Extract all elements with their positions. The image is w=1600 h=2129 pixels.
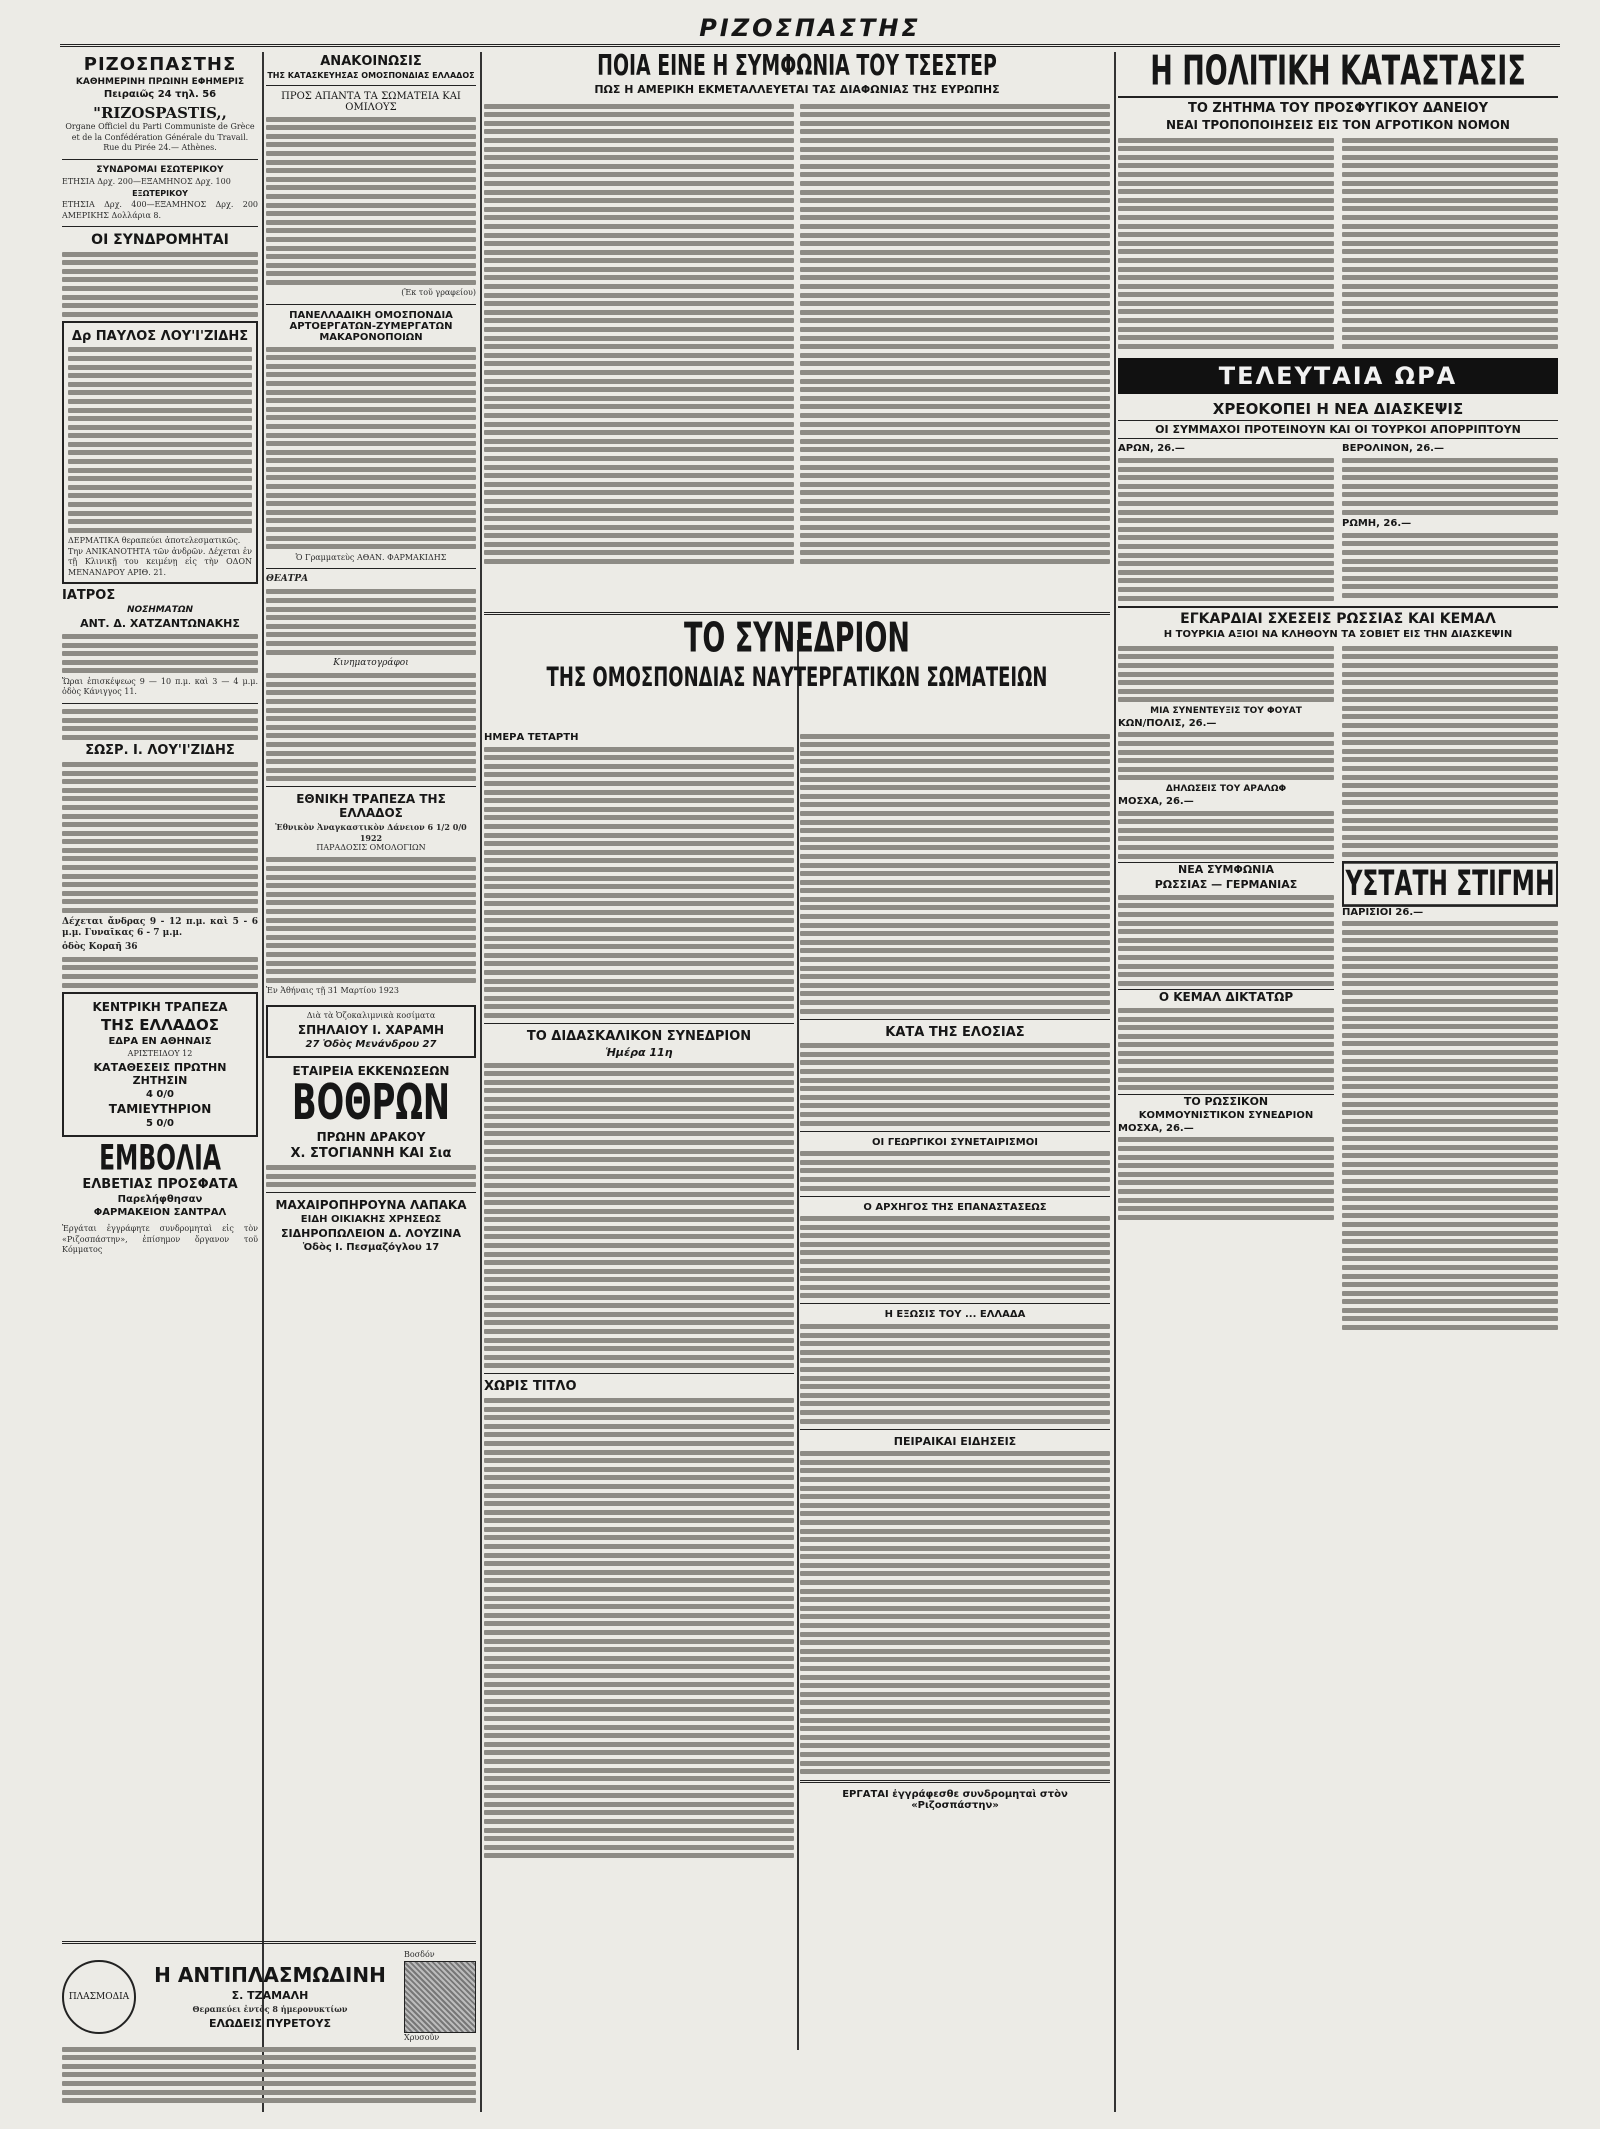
loan-line: Ἐθνικὸν Ἀναγκαστικὸν Δάνειον 6 1/2 0/0 1922 [275, 822, 467, 843]
body-text [800, 734, 1110, 1014]
teachers-heading: ΤΟ ΔΙΔΑΣΚΑΛΙΚΟΝ ΣΥΝΕΔΡΙΟΝ [526, 1029, 752, 1044]
body-text [800, 1151, 1110, 1190]
divider [800, 1780, 1110, 1783]
fouad-heading: ΜΙΑ ΣΥΝΕΝΤΕΥΞΙΣ ΤΟΥ ΦΟΥΑΤ [1150, 705, 1302, 716]
last-hour-banner: ΤΕΛΕΥΤΑΙΑ ΩΡΑ [1118, 358, 1558, 394]
body-text [484, 747, 794, 1018]
araloff-heading: ΔΗΛΩΣΕΙΣ ΤΟΥ ΑΡΑΛΩΦ [1165, 784, 1287, 795]
wine-ad [266, 1005, 476, 1059]
dateline: ΠΑΡΙΣΙΟΙ 26.— [1342, 906, 1424, 918]
wine-ad-address: 27 Ὁδὸς Μενάνδρου 27 [305, 1039, 437, 1051]
right-column [1118, 52, 1558, 2122]
body-text [484, 1398, 794, 1858]
cinemas-heading: Κινηματογράφοι [333, 658, 409, 669]
exodus-heading: Η ΕΞΩΣΙΣ ΤΟΥ ... ΕΛΛΑΔΑ [884, 1309, 1026, 1321]
body-text [1342, 646, 1558, 857]
body-text [68, 347, 252, 532]
kemal-dictator-heading: Ο ΚΕΜΑΛ ΔΙΚΤΑΤΩΡ [1118, 989, 1334, 1004]
body-text [62, 2047, 476, 2104]
divider [484, 1373, 794, 1374]
dateline: ΜΟΣΧΑ, 26.— [1118, 796, 1194, 808]
paper-title: ΡΙΖΟΣΠΑΣΤΗΣ [83, 54, 237, 75]
divider [62, 703, 258, 704]
cleaning-owner: Χ. ΣΤΟΓΙΑΝΝΗ ΚΑΙ Σια [290, 1146, 452, 1162]
doctor-ad-1-address: Την ΑΝΙΚΑΝΟΤΗΤΑ τῶν ἀνδρῶν. Δέχεται ἐν τῇ Κλινικῇ του κειμένῃ εἰς τὴν ΟΔΟΝ ΜΕΝΑΝΔΡΟΥ ΑΡΙΘ. 21. [68, 546, 252, 577]
medal-caption-2: Χρυσοῦν [404, 2032, 440, 2042]
body-text [62, 762, 258, 913]
subscriptions-abroad-heading: ΕΞΩΤΕΡΙΚΟΥ [132, 189, 188, 198]
body-text [266, 673, 476, 781]
body-text [62, 957, 258, 988]
body-text [1118, 1008, 1334, 1090]
revolution-leader-heading: Ο ΑΡΧΗΓΟΣ ΤΗΣ ΕΠΑΝΑΣΤΑΣΕΩΣ [863, 1201, 1047, 1213]
untitled-heading: ΧΩΡΙΣ ΤΙΤΛΟ [484, 1379, 577, 1395]
body-text [266, 857, 476, 982]
russian-congress-heading: ΤΟ ΡΩΣΣΙΚΟΝ [1118, 1094, 1334, 1108]
latin-title: "RIZOSPASTIS,, [93, 104, 227, 122]
russian-congress-sub: ΚΟΜΜΟΥΝΙΣΤΙΚΟΝ ΣΥΝΕΔΡΙΟΝ [1138, 1109, 1314, 1121]
latin-subtitle: Organe Officiel du Parti Communiste de Grèce et de la Confédération Générale du Travail. [65, 122, 255, 142]
elosia-heading: ΚΑΤΑ ΤΗΣ ΕΛΟΣΙΑΣ [885, 1024, 1025, 1040]
column-1 [62, 52, 258, 2122]
body-text [800, 104, 1110, 564]
bank-ad-line: 5 0/0 [145, 1118, 174, 1129]
body-text [1118, 646, 1334, 703]
body-text [1118, 811, 1334, 859]
antiplasmodine-claim2: ΕΛΩΔΕΙΣ ΠΥΡΕΤΟΥΣ [209, 2016, 331, 2030]
antiplasmodine-claim: Θεραπεύει ἐντὸς 8 ἡμερονυκτίων [192, 2004, 348, 2015]
new-pact-sub: ΡΩΣΣΙΑΣ — ΓΕΡΜΑΝΙΑΣ [1154, 878, 1298, 892]
wine-ad-line: Διὰ τὰ Ὀζοκαλιμνικὰ κοσίματα [306, 1010, 436, 1020]
doctor-ad-3-address: ὁδὸς Κοραῆ 36 [62, 941, 138, 952]
lead-subheadline: ΠΩΣ Η ΑΜΕΡΙΚΗ ΕΚΜΕΤΑΛΛΕΥΕΤΑΙ ΤΑΣ ΔΙΑΦΩΝΙΑΣ ΤΗΣ ΕΥΡΩΠΗΣ [594, 83, 1000, 96]
body-text [1118, 732, 1334, 780]
doctor-ad-2-sub: ΝΟΣΗΜΑΤΩΝ [126, 605, 194, 616]
medal-caption-1: Βοσδόν [404, 1950, 435, 1959]
cleaning-company: ΕΤΑΙΡΕΙΑ ΕΚΚΕΝΩΣΕΩΝ [292, 1064, 450, 1079]
divider [800, 1429, 1110, 1430]
body-text [1342, 921, 1558, 1330]
dateline: ΡΩΜΗ, 26.— [1342, 518, 1412, 530]
bank-ad-line: ΕΔΡΑ ΕΝ ΑΘΗΝΑΙΣ [108, 1035, 212, 1047]
subscribers-heading: ΟΙ ΣΥΝΔΡΟΜΗΤΑΙ [91, 232, 229, 248]
medal-image [404, 1961, 476, 2033]
bank-ad-line: ΚΕΝΤΡΙΚΗ ΤΡΑΠΕΖΑ [92, 999, 228, 1014]
bank-ad [62, 992, 258, 1138]
dateline: ΒΕΡΟΛΙΝΟΝ, 26.— [1342, 443, 1444, 455]
congress-title: ΤΟ ΣΥΝΕΔΡΙΟΝ [684, 614, 910, 663]
workers-note: Ἐργάται ἐγγράφητε συνδρομηταὶ εἰς τὸν «Ριζοσπάστην», ἐπίσημον ὄργανον τοῦ Κόμματος [62, 1224, 258, 1254]
paper-subtitle: ΚΑΘΗΜΕΡΙΝΗ ΠΡΩΙΝΗ ΕΦΗΜΕΡΙΣ [75, 77, 245, 87]
divider [800, 1303, 1110, 1304]
seal-icon: ΠΛΑΣΜΟΔΙΑ [62, 1960, 136, 2034]
divider [62, 159, 258, 160]
body-text [1342, 533, 1558, 598]
knives-ad-title: ΜΑΧΑΙΡΟΠΗΡΟΥΝΑ ΛΑΠΑΚΑ [275, 1198, 467, 1213]
divider [800, 1131, 1110, 1132]
theatres-heading: ΘΕΑΤΡΑ [266, 574, 309, 585]
body-text [62, 252, 258, 317]
russia-kemal-headline: ΕΓΚΑΡΔΙΑΙ ΣΧΕΣΕΙΣ ΡΩΣΣΙΑΣ ΚΑΙ ΚΕΜΑΛ [1118, 606, 1558, 627]
new-pact-heading: ΝΕΑ ΣΥΜΦΩΝΙΑ [1118, 862, 1334, 876]
vaccine-ad-title: ΕΜΒΟΛΙΑ [99, 1138, 221, 1179]
congress-day: ΗΜΕΡΑ ΤΕΤΑΡΤΗ [484, 732, 579, 743]
divider [266, 85, 476, 86]
doctor-ad-3-name: ΣΩΣΡ. Ι. ΛΟΥ'Ι'ΖΙΔΗΣ [85, 743, 235, 759]
body-text [800, 1043, 1110, 1125]
body-text [1118, 458, 1334, 601]
teachers-day: Ἡμέρα 11η [605, 1046, 673, 1059]
cleaning-title: ΒΟΘΡΩΝ [291, 1076, 451, 1132]
last-minute-headline: ΥΣΤΑΤΗ ΣΤΙΓΜΗ [1342, 861, 1558, 907]
masthead-title: ΡΙΖΟΣΠΑΣΤΗΣ [699, 14, 921, 42]
lead-article-right [800, 100, 1110, 610]
body-text [1342, 134, 1558, 352]
column-rule [1114, 52, 1116, 2112]
vaccine-ad-sub: ΕΛΒΕΤΙΑΣ ΠΡΟΣΦΑΤΑ [82, 1177, 238, 1192]
body-text [1342, 458, 1558, 515]
body-text [1118, 134, 1334, 352]
bank-ad-line: ΚΑΤΑΘΕΣΕΙΣ ΠΡΩΤΗΝ ΖΗΤΗΣΙΝ [93, 1061, 227, 1087]
body-text [484, 104, 794, 564]
knives-ad-shop: ΣΙΔΗΡΟΠΩΛΕΙΟΝ Δ. ΛΟΥΖΙΝΑ [281, 1227, 461, 1241]
divider [266, 786, 476, 787]
body-text [62, 634, 258, 673]
column-rule [480, 52, 482, 2112]
cooperatives-heading: ΟΙ ΓΕΩΡΓΙΚΟΙ ΣΥΝΕΤΑΙΡΙΣΜΟΙ [872, 1136, 1038, 1148]
body-text [266, 117, 476, 285]
wine-ad-name: ΣΠΗΛΑΙΟΥ Ι. ΧΑΡΑΜΗ [297, 1023, 445, 1038]
announcement-to: ΠΡΟΣ ΑΠΑΝΤΑ ΤΑ ΣΩΜΑΤΕΙΑ ΚΑΙ ΟΜΙΛΟΥΣ [281, 91, 461, 113]
subscriptions-domestic: ΕΤΗΣΙΑ Δρχ. 200—ΕΞΑΜΗΝΟΣ Δρχ. 100 [62, 176, 231, 186]
doctor-ad-2-hours: Ὥραι ἐπισκέψεως 9 — 10 π.μ. καὶ 3 — 4 μ.μ. ὁδὸς Κάνιγγος 11. [62, 676, 258, 697]
masthead [60, 14, 1560, 47]
divider [484, 1023, 794, 1024]
body-text [266, 347, 476, 550]
center-left-column [484, 730, 794, 2060]
bank-ad-line: ΤΗΣ ΕΛΛΑΔΟΣ [101, 1015, 219, 1034]
subscriptions-abroad: ΕΤΗΣΙΑ Δρχ. 400—ΕΞΑΜΗΝΟΣ Δρχ. 200 ΑΜΕΡΙΚΗΣ Δολλάρια 8. [62, 200, 258, 220]
national-bank-heading: ΕΘΝΙΚΗ ΤΡΑΠΕΖΑ ΤΗΣ ΕΛΛΑΔΟΣ [296, 792, 446, 821]
doctor-ad-1-text: ΔΕΡΜΑΤΙΚΑ θεραπεύει ἀποτελεσματικῶς. [68, 536, 241, 546]
announcement-heading: ΑΝΑΚΟΙΝΩΣΙΣ [320, 54, 422, 69]
body-text [1118, 895, 1334, 986]
body-text [266, 589, 476, 654]
paper-phone: Πειραιῶς 24 τηλ. 56 [103, 89, 217, 100]
announcement-sub: ΤΗΣ ΚΑΤΑΣΚΕΥΗΣΑΣ ΟΜΟΣΠΟΝΔΙΑΣ ΕΛΛΑΔΟΣ [267, 71, 475, 80]
body-text [1118, 1137, 1334, 1219]
body-text [800, 1216, 1110, 1298]
divider [800, 1196, 1110, 1197]
doctor-ad-2-name: ΑΝΤ. Δ. ΧΑΤΖΑΝΤΩΝΑΚΗΣ [80, 617, 240, 631]
center-right-column [800, 730, 1110, 2060]
panhellenic-heading: ΠΑΝΕΛΛΑΔΙΚΗ ΟΜΟΣΠΟΝΔΙΑ ΑΡΤΟΕΡΓΑΤΩΝ-ΖΥΜΕΡΓΑΤΩΝ ΜΑΚΑΡΟΝΟΠΟΙΩΝ [289, 309, 453, 343]
politics-headline: Η ΠΟΛΙΤΙΚΗ ΚΑΤΑΣΤΑΣΙΣ [1150, 52, 1526, 96]
vaccine-ad-sub2: Παρελήφθησαν [117, 1194, 203, 1205]
doctor-ad-3-hours: Δέχεται ἄνδρας 9 - 12 π.μ. καὶ 5 - 6 μ.μ. Γυναῖκας 6 - 7 μ.μ. [62, 916, 258, 939]
column-rule [797, 640, 799, 2050]
conference-sub: ΟΙ ΣΥΜΜΑΧΟΙ ΠΡΟΤΕΙΝΟΥΝ ΚΑΙ ΟΙ ΤΟΥΡΚΟΙ ΑΠΟΡΡΙΠΤΟΥΝ [1118, 420, 1558, 439]
antiplasmodine-maker: Σ. ΤΖΑΜΑΛΗ [231, 1989, 309, 2003]
knives-ad-address: Ὁδὸς Ι. Πεσμαζόγλου 17 [302, 1242, 440, 1254]
body-text [266, 1165, 476, 1187]
body-text [484, 1063, 794, 1369]
column-2 [266, 52, 476, 1932]
conference-headline: ΧΡΕΟΚΟΠΕΙ Η ΝΕΑ ΔΙΑΣΚΕΨΙΣ [1212, 400, 1464, 419]
dateline: ΜΟΣΧΑ, 26.— [1118, 1122, 1194, 1134]
doctor-ad-2-title: ΙΑΤΡΟΣ [62, 588, 116, 604]
doctor-ad-1 [62, 321, 258, 585]
loan-sub: ΠΑΡΑΔΟΣΙΣ ΟΜΟΛΟΓΙΩΝ [316, 843, 426, 853]
workers-footer: ΕΡΓΑΤΑΙ ἐγγράφεσθε συνδρομηταὶ στὸν «Ριζοσπάστην» [842, 1789, 1068, 1812]
announcement-signature: (Ἐκ τοῦ γραφείου) [401, 288, 476, 298]
cleaning-former: ΠΡΩΗΝ ΔΡΑΚΟΥ [316, 1130, 426, 1145]
dateline: ΚΩΝ/ΠΟΛΙΣ, 26.— [1118, 717, 1217, 729]
piraeus-news-heading: ΠΕΙΡΑΙΚΑΙ ΕΙΔΗΣΕΙΣ [893, 1434, 1017, 1448]
bank-ad-line: 4 0/0 [145, 1089, 174, 1100]
politics-sub2: ΝΕΑΙ ΤΡΟΠΟΠΟΙΗΣΕΙΣ ΕΙΣ ΤΟΝ ΑΓΡΟΤΙΚΟΝ ΝΟΜΟΝ [1166, 118, 1510, 132]
body-text [800, 1324, 1110, 1424]
paper-address: Rue du Pirée 24.— Athènes. [103, 143, 217, 152]
russia-kemal-sub: Η ΤΟΥΡΚΙΑ ΑΞΙΟΙ ΝΑ ΚΛΗΘΟΥΝ ΤΑ ΣΟΒΙΕΤ ΕΙΣ ΤΗΝ ΔΙΑΣΚΕΨΙΝ [1163, 629, 1513, 641]
divider [800, 1019, 1110, 1020]
bank-ad-line: ΑΡΙΣΤΕΙΔΟΥ 12 [127, 1048, 193, 1058]
lead-article-left [484, 100, 794, 610]
bank-date: Ἐν Ἀθήναις τῇ 31 Μαρτίου 1923 [266, 986, 399, 996]
divider [62, 226, 258, 227]
divider [62, 1941, 476, 1944]
divider [266, 1192, 476, 1193]
lead-headline: ΠΟΙΑ ΕΙΝΕ Η ΣΥΜΦΩΝΙΑ ΤΟΥ ΤΣΕΣΤΕΡ [597, 52, 997, 82]
divider [266, 304, 476, 305]
politics-sub1: ΤΟ ΖΗΤΗΜΑ ΤΟΥ ΠΡΟΣΦΥΓΙΚΟΥ ΔΑΝΕΙΟΥ [1118, 96, 1558, 116]
body-text [62, 709, 258, 740]
panhellenic-signature: Ὁ Γραμματεὺς ΑΘΑΝ. ΦΑΡΜΑΚΙΔΗΣ [295, 552, 447, 562]
column-rule [262, 52, 264, 2112]
dateline: ΑΡΩΝ, 26.— [1118, 443, 1185, 455]
bank-ad-line: ΤΑΜΙΕΥΤΗΡΙΟΝ [108, 1102, 212, 1116]
antiplasmodine-title: Η ΑΝΤΙΠΛΑΣΜΩΔΙΝΗ [154, 1963, 386, 1988]
body-text [800, 1451, 1110, 1774]
congress-header [484, 612, 1110, 730]
divider [266, 568, 476, 569]
vaccine-ad-pharmacy: ΦΑΡΜΑΚΕΙΟΝ ΣΑΝΤΡΑΛ [93, 1207, 227, 1218]
subscriptions-heading: ΣΥΝΔΡΟΜΑΙ ΕΣΩΤΕΡΙΚΟΥ [96, 164, 224, 175]
congress-subtitle: ΤΗΣ ΟΜΟΣΠΟΝΔΙΑΣ ΝΑΥΤΕΡΓΑΤΙΚΩΝ ΣΩΜΑΤΕΙΩΝ [546, 660, 1048, 693]
knives-ad-sub: ΕΙΔΗ ΟΙΚΙΑΚΗΣ ΧΡΗΣΕΩΣ [300, 1214, 442, 1226]
doctor-ad-1-title: Δρ ΠΑΥΛΟΣ ΛΟΥ'Ι'ΖΙΔΗΣ [71, 328, 249, 344]
antiplasmodine-ad [62, 1935, 476, 2115]
